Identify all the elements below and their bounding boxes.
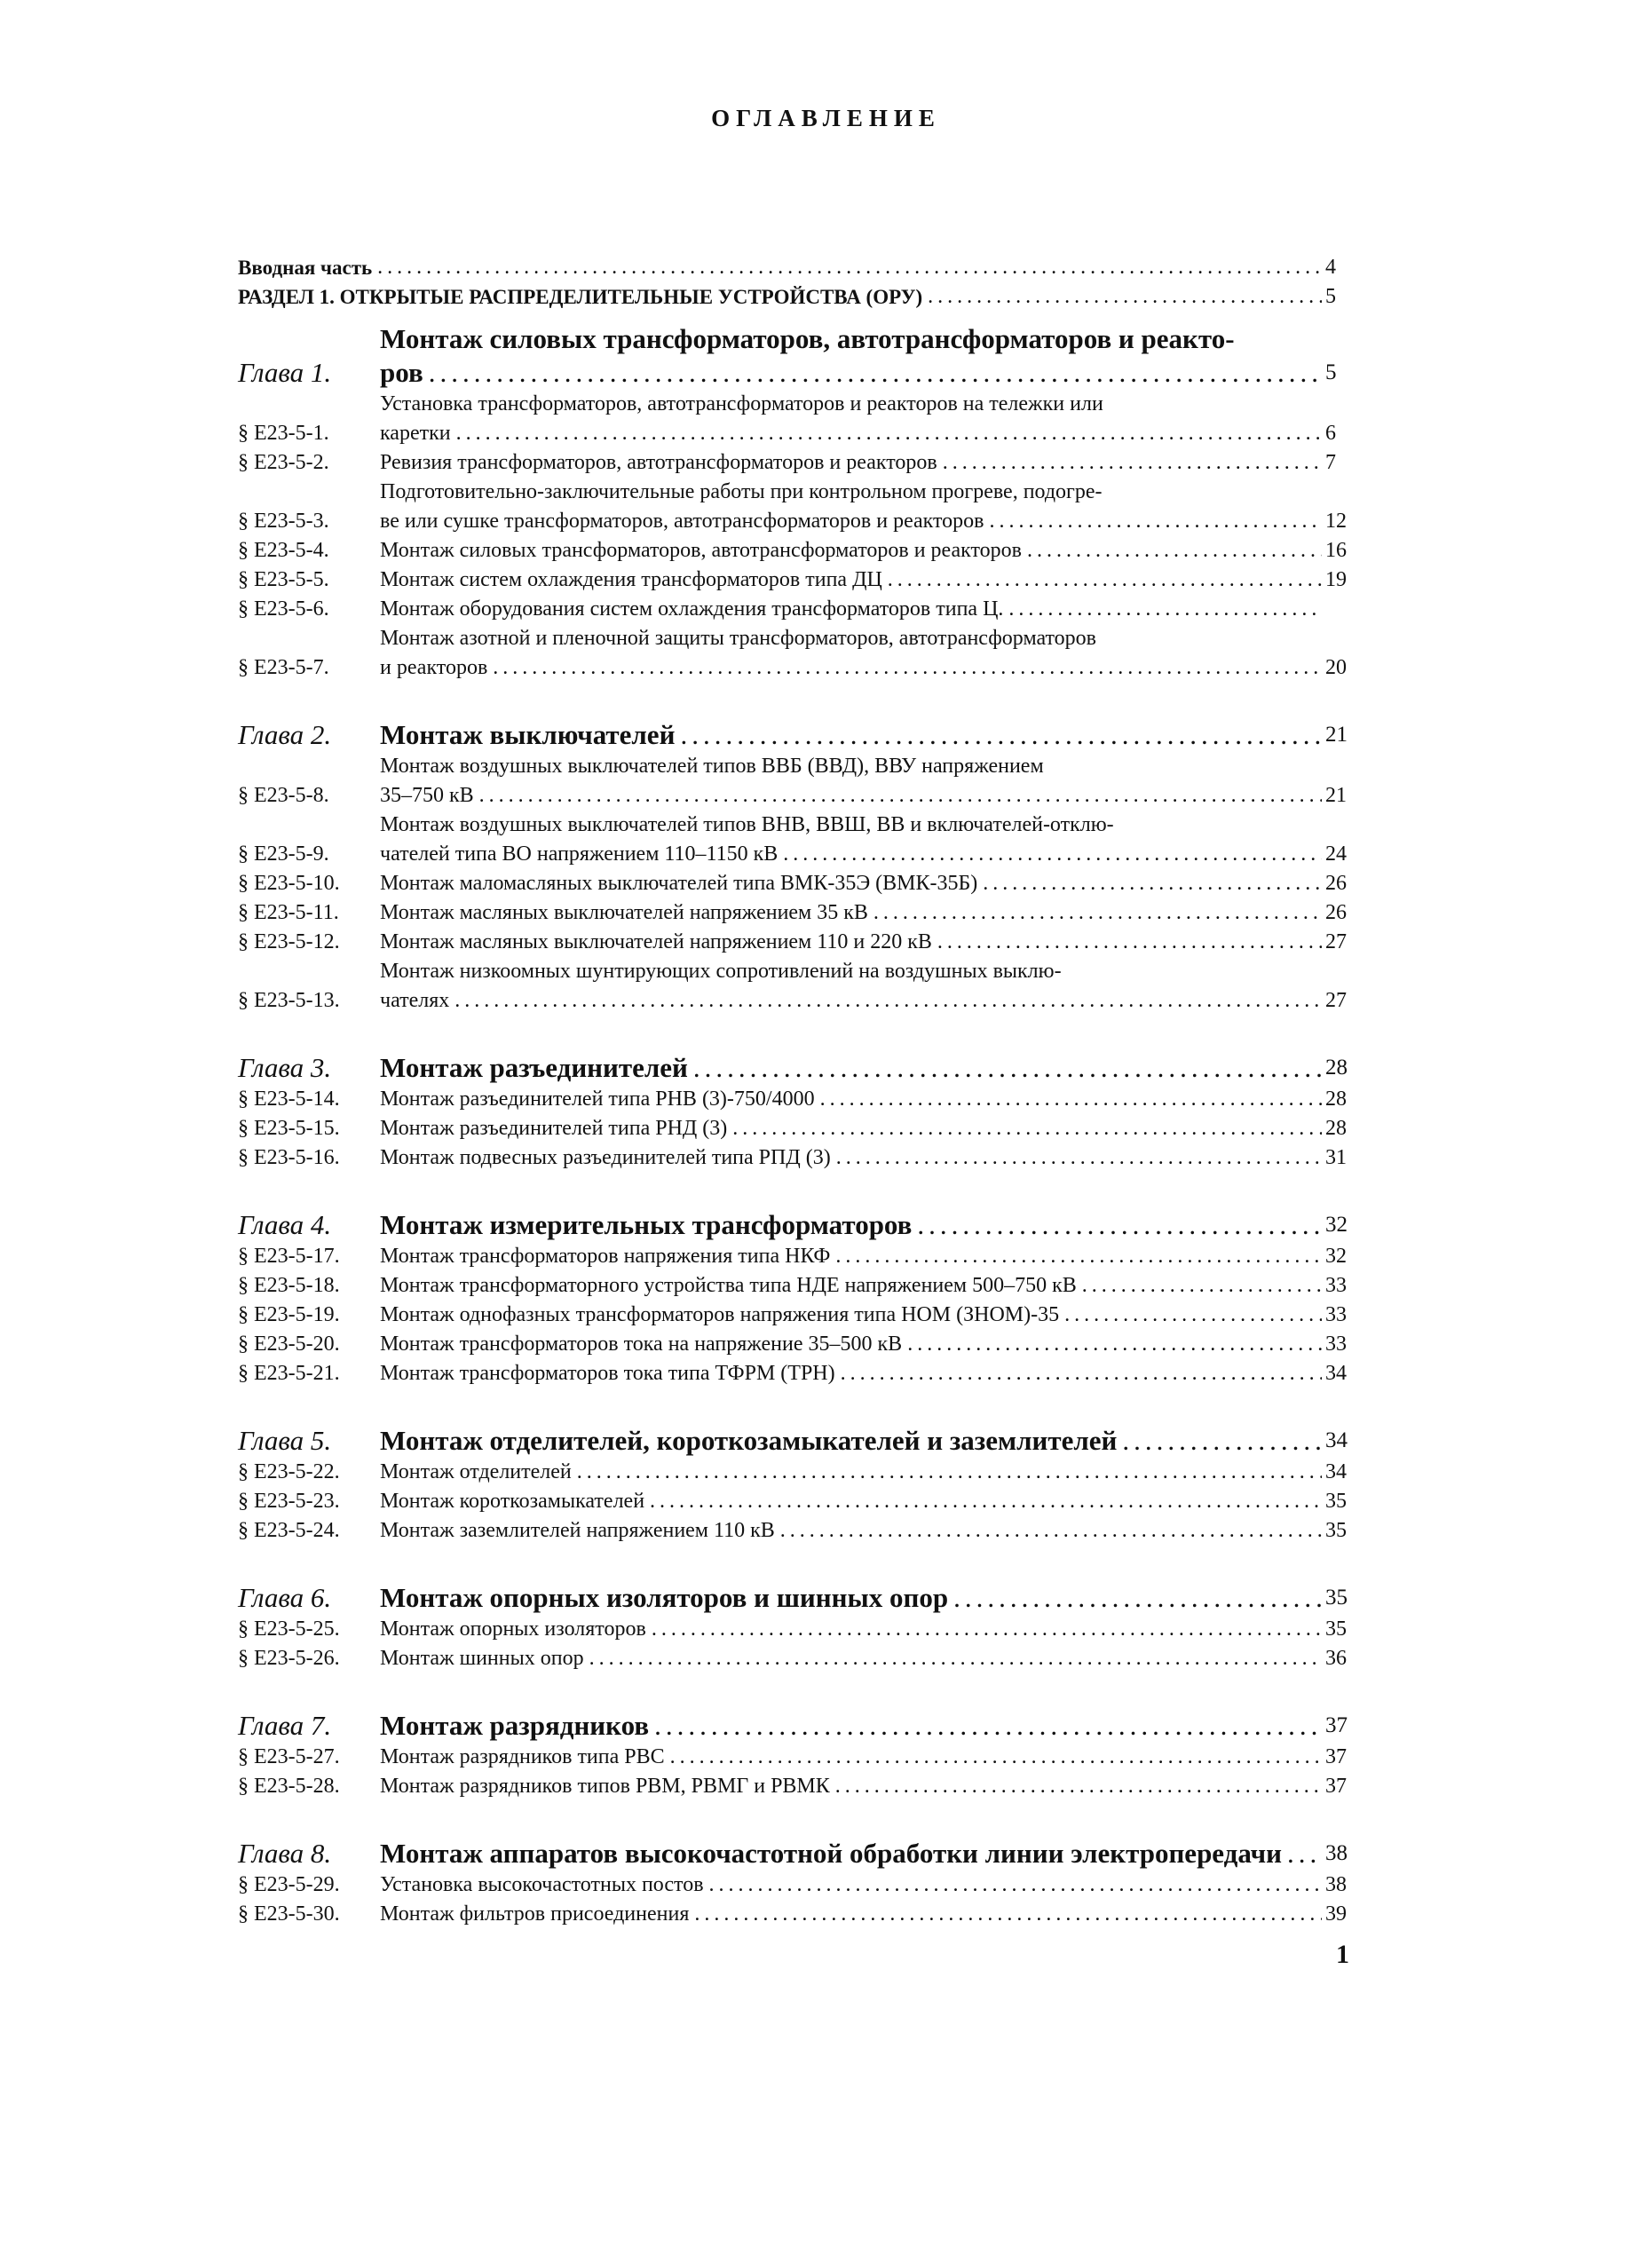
toc-entry-text-line2: 35–750 кВ [380,784,474,807]
leader-dots [479,781,1322,811]
leader-dots [835,1242,1322,1271]
toc-entry-body [380,1242,1325,1271]
toc-entry-body [380,1301,1325,1330]
leader-dots [937,928,1322,957]
toc-entry-chapter [238,1424,1361,1458]
toc-entry-item [238,624,1361,683]
item-label: § Е23-5-23. [238,1490,340,1513]
toc-page-number: 35 [1325,1519,1347,1542]
toc-entry-text-line2-row [380,986,1325,1016]
toc-page-number: 38 [1325,1841,1348,1865]
toc-page-number: 36 [1325,1647,1347,1670]
toc-entry-text: Вводная часть [238,257,373,279]
toc-page-number: 33 [1325,1333,1347,1356]
leader-dots [709,1870,1322,1900]
item-label: § Е23-5-4. [238,539,329,562]
toc-entry-item [238,1516,1361,1546]
toc-entry-text: Монтаж оборудования систем охлаждения трансформаторов типа Ц. [380,597,1004,621]
leader-dots [943,448,1322,478]
toc-entry-item [238,1301,1361,1330]
toc-page-number: 28 [1325,1056,1348,1080]
toc-entry-chapter [238,1208,1361,1242]
leader-dots [783,840,1322,869]
item-label: § Е23-5-7. [238,656,329,679]
toc-entry-text: Ревизия трансформаторов, автотрансформаторов и реакторов [380,451,937,474]
toc-entry-body [380,390,1325,448]
toc-page-number: 6 [1325,422,1336,445]
page-number: 1 [1336,1940,1349,1969]
item-label: § Е23-5-14. [238,1088,340,1111]
toc-entry-body [380,1772,1325,1801]
toc-entry-text-line1: Монтаж воздушных выключателей типов ВВБ (ВВД), ВВУ напряжением [380,755,1044,778]
toc-page-number: 39 [1325,1902,1347,1926]
toc-page-number: 28 [1325,1088,1347,1111]
item-label: § Е23-5-21. [238,1362,340,1385]
toc-entry-text: Монтаж опорных изоляторов [380,1617,646,1641]
toc-entry-chapter [238,322,1361,390]
toc-entry-text: Монтаж разъединителей [380,1052,688,1083]
toc-page-number: 34 [1325,1362,1347,1385]
toc-entry-item [238,478,1361,536]
leader-dots [650,1487,1322,1516]
leader-dots [377,253,1322,282]
toc-entry-text: Монтаж трансформаторного устройства типа НДЕ напряжением 500–750 кВ [380,1274,1077,1297]
toc-entry-section [238,282,1361,312]
toc-entry-body [380,1114,1325,1143]
toc-entry-text: Монтаж трансформаторов тока на напряжение 35–500 кВ [380,1333,903,1356]
leader-dots [429,356,1322,390]
toc-page-number: 37 [1325,1745,1347,1768]
chapter-spacer [238,1016,1361,1051]
toc-entry-body [380,718,1325,752]
toc-entry-body [380,1487,1325,1516]
toc-entry-text-line2-row [380,507,1325,536]
toc-page-number: 19 [1325,568,1347,591]
toc-entry-body [380,1359,1325,1388]
toc-entry-text: Монтаж подвесных разъединителей типа РПД (3) [380,1146,831,1169]
toc-entry-text: Монтаж разрядников типа РВС [380,1745,665,1768]
toc-entry-item [238,1143,1361,1173]
toc-page-number: 16 [1325,539,1347,562]
item-label: § Е23-5-29. [238,1873,340,1896]
toc-entry-item [238,811,1361,869]
toc-entry-text: Монтаж систем охлаждения трансформаторов типа ДЦ [380,568,882,591]
toc-entry-text: Монтаж масляных выключателей напряжением 110 и 220 кВ [380,930,932,953]
toc-page-number: 33 [1325,1303,1347,1326]
leader-dots [1008,595,1322,624]
toc-page-number: 31 [1325,1146,1347,1169]
item-label: § Е23-5-28. [238,1775,340,1798]
toc-entry-text-line2: ров [380,357,423,388]
toc-page-number: 32 [1325,1213,1348,1237]
item-label: § Е23-5-20. [238,1333,340,1356]
toc-entry-body [380,752,1325,811]
toc-entry-body [380,1870,1325,1900]
toc-entry-body [380,1208,1325,1242]
toc-entry-text: Монтаж фильтров присоединения [380,1902,690,1926]
toc-entry-body [380,595,1325,624]
toc-page-number: 5 [1325,285,1336,308]
toc-entry-chapter [238,1837,1361,1870]
toc-entry-item [238,1900,1361,1929]
toc-entry-text: Установка высокочастотных постов [380,1873,704,1896]
toc-page-number: 12 [1325,510,1347,533]
leader-dots [493,653,1322,683]
toc-entry-body [380,536,1325,566]
item-label: § Е23-5-27. [238,1745,340,1768]
toc-entry-text: Монтаж шинных опор [380,1647,584,1670]
toc-entry-body [380,1581,1325,1615]
toc-page-number: 33 [1325,1274,1347,1297]
toc-entry-body [380,1900,1325,1929]
leader-dots [680,718,1322,752]
toc-entry-item [238,1085,1361,1114]
toc-entry-item [238,1743,1361,1772]
toc-entry-body [380,1085,1325,1114]
chapter-label: Глава 5. [238,1425,332,1456]
item-label: § Е23-5-16. [238,1146,340,1169]
leader-dots [820,1085,1322,1114]
toc-entry-text: Монтаж измерительных трансформаторов [380,1209,913,1240]
toc-entry-body [380,624,1325,683]
toc-entry-body [380,1615,1325,1644]
toc-entry-chapter [238,1709,1361,1743]
toc-entry-text: Монтаж маломасляных выключателей типа ВМК-35Э (ВМК-35Б) [380,872,978,895]
item-label: § Е23-5-9. [238,842,329,866]
item-label: § Е23-5-22. [238,1460,340,1483]
item-label: § Е23-5-26. [238,1647,340,1670]
toc-entry-body [380,957,1325,1016]
toc-entry-item [238,390,1361,448]
toc-entry-body [380,566,1325,595]
chapter-label: Глава 4. [238,1209,332,1240]
toc-page-number: 5 [1325,360,1337,384]
item-label: § Е23-5-19. [238,1303,340,1326]
toc-entry-text-line2-row [380,419,1325,448]
leader-dots [454,986,1322,1016]
toc-entry-body [380,1143,1325,1173]
toc-entry-text: Монтаж масляных выключателей напряжением 35 кВ [380,901,868,924]
toc-page-number: 37 [1325,1713,1348,1737]
leader-dots [873,898,1322,928]
toc-entry-body [380,1271,1325,1301]
toc-entry-body [380,1424,1325,1458]
item-label: § Е23-5-12. [238,930,340,953]
toc-page-number: 4 [1325,256,1336,279]
toc-entry-body [380,1458,1325,1487]
toc-entry-chapter [238,718,1361,752]
item-label: § Е23-5-11. [238,901,339,924]
leader-dots [732,1114,1322,1143]
toc-entry-item [238,1271,1361,1301]
chapter-spacer [238,1801,1361,1837]
toc-page-number: 28 [1325,1117,1347,1140]
item-label: § Е23-5-6. [238,597,329,621]
toc-entry-text-line2-row [380,781,1325,811]
toc-entry-item [238,536,1361,566]
toc-entry-body [380,811,1325,869]
toc-entry-item [238,1487,1361,1516]
toc-entry-text-line2-row [380,653,1325,683]
toc-page-number: 27 [1325,989,1347,1012]
item-label: § Е23-5-24. [238,1519,340,1542]
toc-entry-text-line2-row [380,840,1325,869]
toc-entry-body [380,1051,1325,1085]
leader-dots [577,1458,1322,1487]
toc-entry-item [238,448,1361,478]
toc-page-number: 34 [1325,1460,1347,1483]
toc-page-number: 21 [1325,723,1348,747]
item-label: § Е23-5-17. [238,1245,340,1268]
item-label: § Е23-5-18. [238,1274,340,1297]
leader-dots [928,282,1322,312]
leader-dots [589,1644,1322,1673]
toc-entry-item [238,1870,1361,1900]
toc-entry-text: Монтаж выключателей [380,719,676,750]
leader-dots [983,869,1322,898]
toc-entry-body [380,1709,1325,1743]
toc-page-number: 26 [1325,872,1347,895]
toc-entry-item [238,1615,1361,1644]
toc-entry-body [380,928,1325,957]
toc-entry-text-line1: Монтаж азотной и пленочной защиты трансформаторов, автотрансформаторов [380,627,1096,650]
toc-entry-intro [238,253,1361,282]
leader-dots [841,1359,1322,1388]
toc-entry-text-line1: Монтаж низкоомных шунтирующих сопротивлений на воздушных выклю- [380,960,1062,983]
toc-entry-body [380,1516,1325,1546]
item-label: § Е23-5-10. [238,872,340,895]
chapter-label: Глава 3. [238,1052,332,1083]
toc-entry-text: Монтаж опорных изоляторов и шинных опор [380,1582,949,1613]
item-label: § Е23-5-1. [238,422,329,445]
toc-page-number: 37 [1325,1775,1347,1798]
toc-entry-text: Монтаж аппаратов высокочастотной обработки линии электропередачи [380,1838,1282,1869]
toc-page-number: 20 [1325,656,1347,679]
toc-entry-text: Монтаж трансформаторов тока типа ТФРМ (ТРН) [380,1362,835,1385]
toc-entry-text-line2: чателях [380,989,450,1012]
leader-dots [1027,536,1322,566]
item-label: § Е23-5-8. [238,784,329,807]
toc-entry-item [238,1458,1361,1487]
toc-entry-item [238,595,1361,624]
toc-entry-text: Монтаж разъединителей типа РНД (3) [380,1117,728,1140]
leader-dots [907,1330,1322,1359]
item-label: § Е23-5-30. [238,1902,340,1926]
toc-entry-body [380,1837,1325,1870]
toc-entry-text-line2: ве или сушке трансформаторов, автотрансформаторов и реакторов [380,510,984,533]
item-label: § Е23-5-2. [238,451,329,474]
toc-entry-item [238,957,1361,1016]
toc-entry-body [380,898,1325,928]
toc-page-number: 27 [1325,930,1347,953]
toc-page-number: 35 [1325,1490,1347,1513]
toc-entry-text-line2: каретки [380,422,451,445]
toc-entry-item [238,1644,1361,1673]
chapter-spacer [238,1388,1361,1424]
toc-entry-item [238,898,1361,928]
toc-entry-item [238,752,1361,811]
leader-dots [835,1772,1322,1801]
leader-dots [1082,1271,1322,1301]
toc-page-number: 32 [1325,1245,1347,1268]
toc-entry-text: Монтаж отделителей [380,1460,572,1483]
leader-dots [670,1743,1322,1772]
toc-page-number: 7 [1325,451,1336,474]
toc-entry-text-line2-row [380,356,1325,390]
leader-dots [654,1709,1322,1743]
toc-page-number: 26 [1325,901,1347,924]
item-label: § Е23-5-5. [238,568,329,591]
toc-entry-item [238,1242,1361,1271]
toc-entry-text: Монтаж однофазных трансформаторов напряжения типа НОМ (ЗНОМ)-35 [380,1303,1060,1326]
chapter-spacer [238,1673,1361,1709]
toc-entry-text-line1: Подготовительно-заключительные работы при контрольном прогреве, подогре- [380,480,1103,503]
item-label: § Е23-5-15. [238,1117,340,1140]
leader-dots [456,419,1322,448]
toc-entry-item [238,869,1361,898]
chapter-label: Глава 8. [238,1838,332,1869]
leader-dots [888,566,1322,595]
leader-dots [1287,1837,1322,1870]
toc-entry-item [238,566,1361,595]
leader-dots [1122,1424,1322,1458]
toc-entry-text: Монтаж трансформаторов напряжения типа НКФ [380,1245,831,1268]
chapter-label: Глава 1. [238,357,332,388]
chapter-label: Глава 6. [238,1582,332,1613]
item-label: § Е23-5-25. [238,1617,340,1641]
toc-entry-item [238,1359,1361,1388]
toc-page-number: 34 [1325,1428,1348,1452]
toc-page-number: 35 [1325,1586,1348,1610]
toc-entry-body [380,1330,1325,1359]
toc-entry-text-line1: Установка трансформаторов, автотрансформаторов и реакторов на тележки или [380,392,1103,415]
toc-page-number: 21 [1325,784,1347,807]
chapter-spacer [238,683,1361,718]
leader-dots [694,1900,1322,1929]
leader-dots [953,1581,1322,1615]
toc-entry-text: Монтаж разрядников [380,1710,650,1741]
toc-entry-text-line1: Монтаж воздушных выключателей типов ВНВ, ВВШ, ВВ и включателей-отклю- [380,813,1114,836]
toc-entry-text: Монтаж отделителей, короткозамыкателей и заземлителей [380,1425,1118,1456]
toc-entry-item [238,1114,1361,1143]
leader-dots [780,1516,1322,1546]
item-label: § Е23-5-3. [238,510,329,533]
toc-entry-chapter [238,1581,1361,1615]
table-of-contents [238,253,1361,1929]
toc-entry-text: Монтаж заземлителей напряжением 110 кВ [380,1519,775,1542]
leader-dots [917,1208,1322,1242]
toc-entry-body [380,1644,1325,1673]
toc-entry-text: Монтаж короткозамыкателей [380,1490,645,1513]
toc-entry-body [380,1743,1325,1772]
toc-entry-text: РАЗДЕЛ 1. ОТКРЫТЫЕ РАСПРЕДЕЛИТЕЛЬНЫЕ УСТРОЙСТВА (ОРУ) [238,286,923,308]
toc-entry-text-line1: Монтаж силовых трансформаторов, автотрансформаторов и реакто- [380,323,1235,354]
toc-entry-body [380,478,1325,536]
leader-dots [1064,1301,1322,1330]
toc-title: ОГЛАВЛЕНИЕ [711,105,941,131]
leader-dots [836,1143,1322,1173]
toc-entry-chapter [238,1051,1361,1085]
toc-entry-item [238,928,1361,957]
toc-entry-text-line2: и реакторов [380,656,488,679]
toc-entry-item [238,1330,1361,1359]
item-label: § Е23-5-13. [238,989,340,1012]
chapter-label: Глава 7. [238,1710,332,1741]
toc-page-number: 35 [1325,1617,1347,1641]
toc-page-number: 38 [1325,1873,1347,1896]
leader-dots [652,1615,1322,1644]
toc-entry-text: Монтаж разъединителей типа РНВ (3)-750/4000 [380,1088,815,1111]
toc-entry-item [238,1772,1361,1801]
toc-entry-text-line2: чателей типа ВО напряжением 110–1150 кВ [380,842,779,866]
chapter-label: Глава 2. [238,719,332,750]
toc-entry-body [380,869,1325,898]
leader-dots [693,1051,1322,1085]
toc-page-number: 24 [1325,842,1347,866]
chapter-spacer [238,1173,1361,1208]
toc-entry-text: Монтаж разрядников типов РВМ, РВМГ и РВМК [380,1775,830,1798]
toc-entry-text: Монтаж силовых трансформаторов, автотрансформаторов и реакторов [380,539,1022,562]
toc-entry-body [380,322,1325,390]
toc-entry-body [380,448,1325,478]
chapter-spacer [238,1546,1361,1581]
leader-dots [990,507,1322,536]
